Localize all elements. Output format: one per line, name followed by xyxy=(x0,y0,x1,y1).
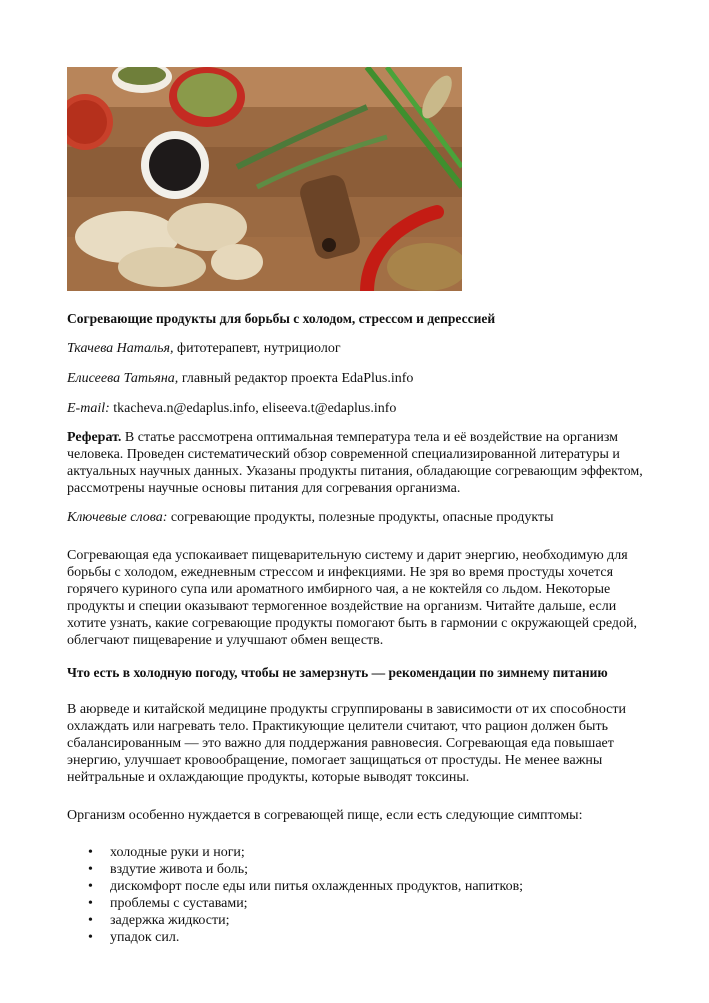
spices-photo xyxy=(67,67,462,291)
bullet-icon: • xyxy=(88,862,93,877)
keywords-text: согревающие продукты, полезные продукты, опасные продукты xyxy=(167,510,554,525)
body-paragraph: В аюрведе и китайской медицине продукты сгруппированы в зависимости от их способности охлаждать или нагревать тело. Практикующие целители считают, что рацион должен быть сбалансированным — это важно для поддержания равновесия. Согревающая еда повышает энергию, улучшает кровообращение, помогает защищаться от простуды. Не менее важны нейтральные и охлаждающие продукты, которые выводят токсины. xyxy=(67,702,626,785)
bullet-icon: • xyxy=(88,913,93,928)
bullet-icon: • xyxy=(88,879,93,894)
author-role: фитотерапевт, нутрициолог xyxy=(173,341,341,356)
symptoms-intro: Организм особенно нуждается в согревающей пище, если есть следующие симптомы: xyxy=(67,808,583,823)
list-item xyxy=(67,929,657,946)
keywords-label: Ключевые слова: xyxy=(67,510,168,525)
list-item xyxy=(67,878,657,895)
list-item-text: вздутие живота и боль; xyxy=(110,862,249,877)
email-label: E-mail: xyxy=(67,401,110,416)
author-line xyxy=(67,370,657,387)
symptoms-list xyxy=(67,844,657,946)
keywords xyxy=(67,509,657,526)
abstract-label: Реферат. xyxy=(67,430,122,445)
section-heading: Что есть в холодную погоду, чтобы не замерзнуть — рекомендации по зимнему питанию xyxy=(67,665,608,680)
email-line xyxy=(67,400,657,417)
list-item xyxy=(67,912,657,929)
list-item xyxy=(67,895,657,912)
list-item-text: упадок сил. xyxy=(110,930,180,945)
list-item-text: задержка жидкости; xyxy=(110,913,230,928)
author-name: Ткачева Наталья, xyxy=(67,341,174,356)
bullet-icon: • xyxy=(88,930,93,945)
list-item-text: холодные руки и ноги; xyxy=(110,845,245,860)
list-item xyxy=(67,861,657,878)
author-role: главный редактор проекта EdaPlus.info xyxy=(178,371,414,386)
spices-illustration xyxy=(67,67,462,291)
author-line xyxy=(67,340,657,357)
author-name: Елисеева Татьяна, xyxy=(67,371,179,386)
list-item xyxy=(67,844,657,861)
abstract-text: В статье рассмотрена оптимальная температура тела и её воздействие на организм человека. Проведен систематический обзор современной специализированной литературы и актуальных научных данных. Указаны продукты питания, обладающие согревающим эффектом, рассмотрены научные основы питания для согревания организма. xyxy=(67,430,643,496)
bullet-icon: • xyxy=(88,896,93,911)
document-page xyxy=(67,67,657,946)
abstract xyxy=(67,429,657,497)
article-title: Согревающие продукты для борьбы с холодом, стрессом и депрессией xyxy=(67,311,496,326)
list-item-text: проблемы с суставами; xyxy=(110,896,248,911)
intro-paragraph: Согревающая еда успокаивает пищеварительную систему и дарит энергию, необходимую для борьбы с холодом, ежедневным стрессом и инфекциями. Не зря во время простуды хочется горячего куриного супа или ароматного имбирного чая, а не коктейля со льдом. Некоторые продукты и специи оказывают термогенное воздействие на организм. Читайте дальше, если хотите узнать, какие согревающие продукты помогают быть в гармонии с окружающей средой, облегчают пищеварение и улучшают обмен веществ. xyxy=(67,548,638,648)
email-addresses: tkacheva.n@edaplus.info, eliseeva.t@edaplus.info xyxy=(109,401,397,416)
list-item-text: дискомфорт после еды или питья охлажденных продуктов, напитков; xyxy=(110,879,524,894)
bullet-icon: • xyxy=(88,845,93,860)
